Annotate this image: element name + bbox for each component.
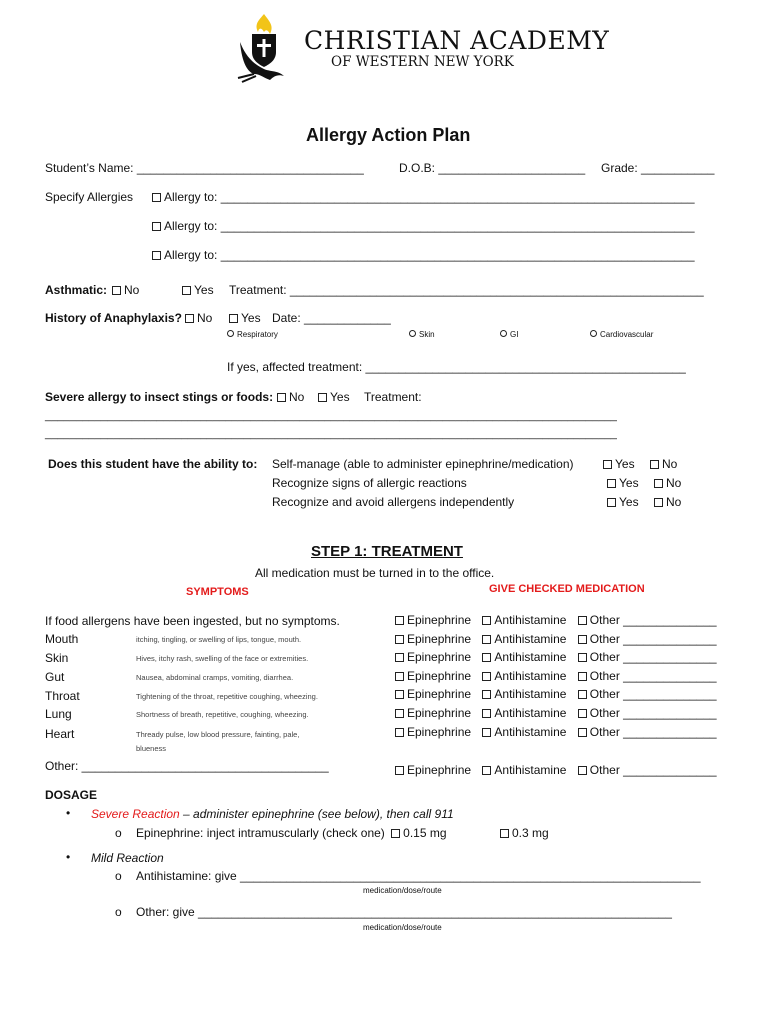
- symptoms-header: SYMPTOMS: [186, 586, 249, 598]
- student-name-field[interactable]: Student’s Name: __________________________________: [45, 161, 364, 175]
- ability-item: Recognize signs of allergic reactions: [272, 476, 467, 490]
- med-row: Epinephrine Antihistamine Other ______________: [395, 687, 717, 701]
- antihistamine-checkbox[interactable]: [482, 635, 491, 644]
- ability-2-yes-checkbox[interactable]: [607, 479, 616, 488]
- symptom-label: Gut: [45, 670, 65, 684]
- allergy-2-checkbox[interactable]: [152, 222, 161, 231]
- antihistamine-dose-field[interactable]: Antihistamine: give _____________________________________________________________________: [136, 869, 701, 883]
- severe-treatment-label: Treatment:: [364, 390, 422, 404]
- allergy-line-1[interactable]: Allergy to: _______________________________________________________________________: [152, 190, 695, 204]
- antihistamine-checkbox[interactable]: [482, 690, 491, 699]
- gi-radio[interactable]: [500, 330, 507, 337]
- ability-3-yes[interactable]: Yes: [607, 495, 639, 509]
- ability-3-no-checkbox[interactable]: [654, 498, 663, 507]
- severe-reaction-text: – administer epinephrine (see below), then call 911: [179, 807, 454, 821]
- other-med-checkbox[interactable]: [578, 616, 587, 625]
- medication-header: GIVE CHECKED MEDICATION: [489, 583, 645, 595]
- dose-03-checkbox[interactable]: [500, 829, 509, 838]
- option-respiratory[interactable]: Respiratory: [227, 330, 278, 339]
- epinephrine-checkbox[interactable]: [395, 766, 404, 775]
- grade-field[interactable]: Grade: ___________: [601, 161, 715, 175]
- epinephrine-checkbox[interactable]: [395, 690, 404, 699]
- affected-treatment-field[interactable]: If yes, affected treatment: ________________________________________________: [227, 360, 686, 374]
- symptom-label: Throat: [45, 689, 80, 703]
- mild-reaction-label: Mild Reaction: [91, 851, 164, 865]
- med-row: Epinephrine Antihistamine Other ______________: [395, 632, 717, 646]
- other-caption: medication/dose/route: [363, 923, 442, 932]
- epinephrine-checkbox[interactable]: [395, 672, 404, 681]
- allergy-line-3[interactable]: Allergy to: _______________________________________________________________________: [152, 248, 695, 262]
- allergy-1-checkbox[interactable]: [152, 193, 161, 202]
- symptom-desc-cont: blueness: [136, 744, 167, 753]
- antihistamine-caption: medication/dose/route: [363, 886, 442, 895]
- antihistamine-checkbox[interactable]: [482, 616, 491, 625]
- symptom-desc: Tightening of the throat, repetitive coughing, wheezing.: [136, 692, 318, 701]
- skin-radio[interactable]: [409, 330, 416, 337]
- antihistamine-checkbox[interactable]: [482, 709, 491, 718]
- severe-no[interactable]: No: [277, 390, 304, 404]
- anaphylaxis-yes[interactable]: Yes: [229, 311, 261, 325]
- antihistamine-checkbox[interactable]: [482, 766, 491, 775]
- specify-allergies-label: Specify Allergies: [45, 190, 134, 204]
- page-title: Allergy Action Plan: [306, 125, 471, 145]
- other-med-checkbox[interactable]: [578, 653, 587, 662]
- symptom-desc: Shortness of breath, repetitive, coughing, wheezing.: [136, 710, 309, 719]
- org-subtitle: OF WESTERN NEW YORK: [331, 54, 514, 70]
- other-med-checkbox[interactable]: [578, 728, 587, 737]
- dose-015-checkbox[interactable]: [391, 829, 400, 838]
- epinephrine-dose-line: Epinephrine: inject intramuscularly (check one) 0.15 mg: [136, 826, 447, 840]
- other-med-checkbox[interactable]: [578, 766, 587, 775]
- ability-1-yes-checkbox[interactable]: [603, 460, 612, 469]
- med-row: Epinephrine Antihistamine Other ______________: [395, 725, 717, 739]
- other-dose-field[interactable]: Other: give _______________________________________________________________________: [136, 905, 672, 919]
- antihistamine-checkbox[interactable]: [482, 728, 491, 737]
- anaphylaxis-date-field[interactable]: Date: _____________: [272, 311, 391, 325]
- other-med-checkbox[interactable]: [578, 690, 587, 699]
- asthmatic-no[interactable]: No: [112, 283, 139, 297]
- severe-yes-checkbox[interactable]: [318, 393, 327, 402]
- other-symptom-field[interactable]: Other: _____________________________________: [45, 759, 329, 773]
- ability-item: Recognize and avoid allergens independently: [272, 495, 515, 509]
- epinephrine-checkbox[interactable]: [395, 616, 404, 625]
- ability-1-yes[interactable]: Yes: [603, 457, 635, 471]
- other-med-checkbox[interactable]: [578, 635, 587, 644]
- dose-03[interactable]: 0.3 mg: [500, 826, 549, 840]
- anaphylaxis-yes-checkbox[interactable]: [229, 314, 238, 323]
- symptom-label: Heart: [45, 727, 75, 741]
- dosage-title: DOSAGE: [45, 788, 98, 802]
- ability-1-no[interactable]: No: [650, 457, 677, 471]
- severe-yes[interactable]: Yes: [318, 390, 350, 404]
- sub-bullet: o: [115, 905, 122, 919]
- option-skin[interactable]: Skin: [409, 330, 435, 339]
- sub-bullet: o: [115, 826, 122, 840]
- ability-2-no-checkbox[interactable]: [654, 479, 663, 488]
- severe-reaction-label: Severe Reaction: [91, 807, 180, 821]
- other-med-checkbox[interactable]: [578, 709, 587, 718]
- ability-label: Does this student have the ability to:: [48, 457, 258, 471]
- ability-2-yes[interactable]: Yes: [607, 476, 639, 490]
- cardiovascular-radio[interactable]: [590, 330, 597, 337]
- ability-1-no-checkbox[interactable]: [650, 460, 659, 469]
- ability-2-no[interactable]: No: [654, 476, 681, 490]
- ability-3-yes-checkbox[interactable]: [607, 498, 616, 507]
- anaphylaxis-label: History of Anaphylaxis?: [45, 311, 182, 325]
- severe-allergy-label: Severe allergy to insect stings or foods:: [45, 390, 274, 404]
- asthmatic-label: Asthmatic:: [45, 283, 108, 297]
- option-cardiovascular[interactable]: Cardiovascular: [590, 330, 653, 339]
- severe-reaction-line: [91, 807, 454, 821]
- med-row: Epinephrine Antihistamine Other ______________: [395, 706, 717, 720]
- ability-3-no[interactable]: No: [654, 495, 681, 509]
- symptom-label: Lung: [45, 707, 72, 721]
- allergy-line-2[interactable]: Allergy to: _______________________________________________________________________: [152, 219, 695, 233]
- epinephrine-checkbox[interactable]: [395, 728, 404, 737]
- symptom-desc: itching, tingling, or swelling of lips, tongue, mouth.: [136, 635, 302, 644]
- asthmatic-treatment-field[interactable]: Treatment: ______________________________________________________________: [229, 283, 704, 297]
- med-row: Epinephrine Antihistamine Other ______________: [395, 669, 717, 683]
- med-row: Epinephrine Antihistamine Other ______________: [395, 763, 717, 777]
- sub-bullet: o: [115, 869, 122, 883]
- antihistamine-checkbox[interactable]: [482, 672, 491, 681]
- logo: [234, 12, 294, 86]
- epinephrine-checkbox[interactable]: [395, 709, 404, 718]
- ability-item: Self-manage (able to administer epinephrine/medication): [272, 457, 574, 471]
- bullet: •: [66, 850, 71, 864]
- asthmatic-yes[interactable]: Yes: [182, 283, 214, 297]
- asthmatic-no-checkbox[interactable]: [112, 286, 121, 295]
- symptom-label: Mouth: [45, 632, 79, 646]
- allergy-3-checkbox[interactable]: [152, 251, 161, 260]
- symptom-desc: Thready pulse, low blood pressure, fainting, pale,: [136, 730, 300, 739]
- step1-note: All medication must be turned in to the office.: [255, 566, 495, 580]
- anaphylaxis-no[interactable]: No: [185, 311, 212, 325]
- bullet: •: [66, 806, 71, 820]
- symptom-label: If food allergens have been ingested, but no symptoms.: [45, 614, 340, 628]
- step1-title: STEP 1: TREATMENT: [311, 543, 463, 560]
- antihistamine-checkbox[interactable]: [482, 653, 491, 662]
- option-gi[interactable]: GI: [500, 330, 518, 339]
- epinephrine-checkbox[interactable]: [395, 635, 404, 644]
- symptom-desc: Nausea, abdominal cramps, vomiting, diarrhea.: [136, 673, 294, 682]
- severe-treatment-line-2[interactable]: ____________________________________________________________________________________________: [45, 428, 618, 440]
- med-row: Epinephrine Antihistamine Other ______________: [395, 613, 717, 627]
- other-med-checkbox[interactable]: [578, 672, 587, 681]
- anaphylaxis-no-checkbox[interactable]: [185, 314, 194, 323]
- asthmatic-yes-checkbox[interactable]: [182, 286, 191, 295]
- eagle-cross-flame-logo: [234, 12, 294, 86]
- symptom-label: Skin: [45, 651, 69, 665]
- med-row: Epinephrine Antihistamine Other ______________: [395, 650, 717, 664]
- dob-field[interactable]: D.O.B: ______________________: [399, 161, 586, 175]
- symptom-desc: Hives, itchy rash, swelling of the face or extremities.: [136, 654, 309, 663]
- severe-no-checkbox[interactable]: [277, 393, 286, 402]
- severe-treatment-line-1[interactable]: ____________________________________________________________________________________________: [45, 410, 618, 422]
- respiratory-radio[interactable]: [227, 330, 234, 337]
- epinephrine-checkbox[interactable]: [395, 653, 404, 662]
- org-name: CHRISTIAN ACADEMY: [304, 26, 610, 55]
